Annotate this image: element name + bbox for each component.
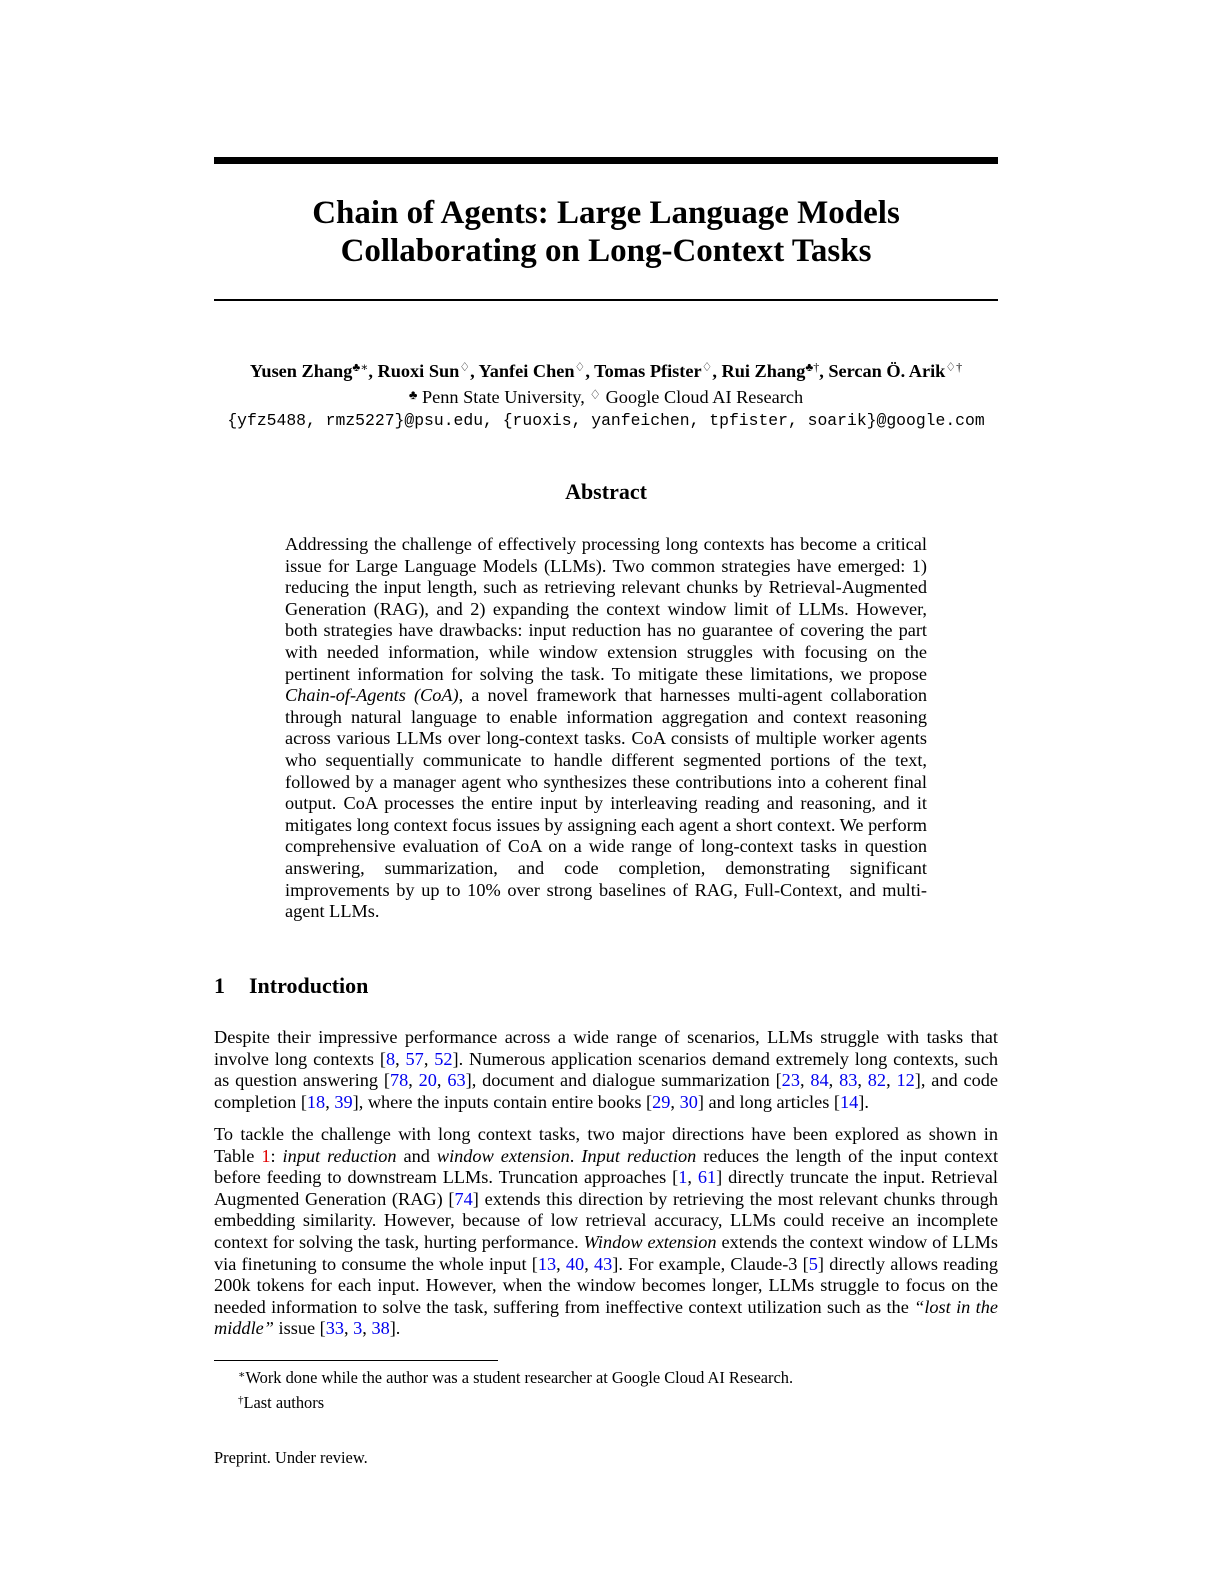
sep: , (362, 1318, 372, 1339)
sep: , (344, 1318, 354, 1339)
author-6-mark: ♢† (945, 360, 963, 374)
sep: , (556, 1253, 566, 1274)
intro-paragraph-1 (214, 1027, 998, 1113)
text: Despite their impressive performance across a wide range of scenarios, LLMs struggle with tasks that involve long contexts [ (214, 1027, 998, 1069)
text: : (270, 1145, 283, 1166)
title-line-2: Collaborating on Long-Context Tasks (340, 233, 872, 269)
title-bottom-rule (214, 299, 998, 301)
citation-link[interactable]: 63 (447, 1070, 466, 1091)
text: ], and code completion [ (214, 1070, 999, 1112)
abstract-heading: Abstract (565, 479, 647, 504)
text: extends the context window of LLMs via finetuning to consume the whole input [ (214, 1231, 998, 1274)
table-ref-link[interactable]: 1 (261, 1145, 271, 1166)
text: ], where the inputs contain entire books [ (352, 1091, 653, 1112)
emphasis: window extension (436, 1145, 570, 1166)
citation-link[interactable]: 23 (781, 1070, 800, 1091)
paper-title (214, 194, 998, 270)
intro-paragraph-2 (214, 1124, 998, 1340)
citation-link[interactable]: 12 (896, 1070, 915, 1091)
citation-link[interactable]: 39 (334, 1091, 353, 1112)
author-2: , Ruoxi Sun (368, 361, 460, 381)
author-6: , Sercan Ö. Arik (819, 361, 946, 381)
citation-link[interactable]: 33 (325, 1318, 345, 1339)
text: ]. For example, Claude-3 [ (612, 1253, 809, 1274)
citation-link[interactable]: 20 (418, 1070, 437, 1091)
footnote-rule (214, 1360, 498, 1361)
sep: , (828, 1070, 840, 1091)
title-line-1: Chain of Agents: Large Language Models (312, 195, 900, 231)
emphasis: input reduction (282, 1145, 397, 1166)
text: ] and long articles [ (697, 1091, 840, 1112)
sep: , (408, 1070, 419, 1091)
citation-link[interactable]: 82 (867, 1070, 887, 1091)
citation-link[interactable]: 5 (808, 1253, 818, 1274)
citation-link[interactable]: 29 (652, 1091, 671, 1112)
emphasis: Input reduction (581, 1145, 697, 1166)
sep: , (395, 1048, 406, 1069)
author-names (150, 355, 1062, 383)
footnote-2-text: Last authors (243, 1393, 325, 1412)
sep: , (670, 1091, 680, 1112)
abstract-coa-term: Chain-of-Agents (CoA) (285, 685, 459, 706)
text: ]. (389, 1318, 401, 1339)
citation-link[interactable]: 38 (371, 1318, 390, 1339)
text: ] directly truncate the input. Retrieval Augmented Generation (RAG) [ (214, 1167, 998, 1209)
citation-link[interactable]: 8 (385, 1048, 396, 1069)
author-5-mark: ♣† (805, 360, 820, 374)
citation-link[interactable]: 3 (353, 1318, 363, 1339)
abstract-text (285, 534, 927, 923)
citation-link[interactable]: 14 (839, 1091, 859, 1112)
footnote-1 (238, 1364, 793, 1389)
text: ] extends this direction by retrieving the most relevant chunks through embedding similarity. However, because of low retrieval accuracy, LLMs could receive an incomplete context for solving the task, hurting performance. (214, 1188, 999, 1252)
preprint-notice: Preprint. Under review. (214, 1448, 368, 1467)
section-number: 1 (214, 973, 225, 998)
sep: , (886, 1070, 897, 1091)
author-2-mark: ♢ (459, 360, 471, 374)
citation-link[interactable]: 84 (810, 1070, 829, 1091)
citation-link[interactable]: 30 (679, 1091, 698, 1112)
sep: , (423, 1048, 435, 1069)
author-emails[interactable]: {yfz5488, rmz5227}@psu.edu, {ruoxis, yanfeichen, tpfister, soarik}@google.com (227, 411, 985, 430)
author-block (150, 355, 1062, 433)
footnotes (238, 1364, 793, 1414)
author-3-mark: ♢ (574, 360, 586, 374)
sep: , (857, 1070, 868, 1091)
citation-link[interactable]: 40 (565, 1253, 585, 1274)
author-4: , Tomas Pfister (585, 361, 702, 381)
citation-link[interactable]: 57 (405, 1048, 424, 1069)
section-heading-introduction (214, 973, 368, 999)
citation-link[interactable]: 83 (839, 1070, 858, 1091)
author-1-mark: ♣∗ (352, 360, 369, 374)
abstract-part-1: Addressing the challenge of effectively processing long contexts has become a critical issue for Large Language Models (LLMs). Two common strategies have emerged: 1) reducing the input length, such as retrieving relevant chunks by Retrieval-Augmented Generation (RAG), and 2) expanding the context window limit of LLMs. However, both strategies have drawbacks: input reduction has no guarantee of covering the part with needed information, while window extension struggles with focusing on the pertinent information for solving the task. To mitigate these limitations, we propose (285, 534, 927, 684)
footnote-2-mark: † (238, 1394, 244, 1406)
citation-link[interactable]: 52 (434, 1048, 453, 1069)
abstract-part-2: , a novel framework that harnesses multi-agent collaboration through natural language to enable information aggregation and context reasoning across various LLMs over long-context tasks. CoA consists of multiple worker agents who sequentially communicate to handle different segmented portions of the text, followed by a manager agent who synthesizes these contributions into a coherent final output. CoA processes the entire input by interleaving reading and reasoning, and it mitigates long context focus issues by assigning each agent a short context. We perform comprehensive evaluation of CoA on a wide range of long-context tasks in question answering, summarization, and code completion, demonstrating significant improvements by up to 10% over strong baselines of RAG, Full-Context, and multi-agent LLMs. (285, 685, 927, 922)
sep: , (436, 1070, 448, 1091)
affil-2: Google Cloud AI Research (601, 387, 804, 407)
footnote-1-text: Work done while the author was a student researcher at Google Cloud AI Research. (245, 1368, 794, 1387)
text: ] directly allows reading 200k tokens for each input. However, when the window becomes longer, LLMs struggle to focus on the needed information to solve the task, suffering from ineffective context utilization such as the (214, 1253, 998, 1317)
emphasis: Window extension (583, 1231, 717, 1252)
text: issue [ (273, 1318, 326, 1339)
citation-link[interactable]: 43 (593, 1253, 613, 1274)
text: ], document and dialogue summarization [ (465, 1070, 782, 1091)
text: ]. Numerous application scenarios demand extremely long contexts, such as question answering [ (214, 1048, 998, 1091)
text: To tackle the challenge with long context tasks, two major directions have been explored as shown in Table (214, 1124, 998, 1166)
sep: , (584, 1253, 594, 1274)
author-3: , Yanfei Chen (470, 361, 575, 381)
sep: , (687, 1167, 698, 1188)
text: reduces the length of the input context before feeding to downstream LLMs. Truncation approaches [ (214, 1145, 999, 1188)
author-1: Yusen Zhang (249, 361, 353, 381)
footnote-2 (238, 1389, 793, 1414)
text: . (569, 1145, 582, 1166)
citation-link[interactable]: 61 (697, 1167, 717, 1188)
citation-link[interactable]: 78 (389, 1070, 409, 1091)
citation-link[interactable]: 13 (537, 1253, 557, 1274)
citation-link[interactable]: 1 (678, 1167, 688, 1188)
footnote-1-mark: ∗ (238, 1369, 246, 1381)
emphasis: “lost in the middle” (214, 1296, 998, 1339)
affiliations (150, 383, 1062, 409)
citation-link[interactable]: 18 (306, 1091, 326, 1112)
text: and (396, 1145, 437, 1166)
sep: , (799, 1070, 811, 1091)
title-top-rule (214, 157, 998, 164)
text: ]. (858, 1091, 869, 1112)
author-5: , Rui Zhang (712, 361, 806, 381)
section-title: Introduction (249, 973, 369, 998)
affil-1: Penn State University, (417, 387, 590, 407)
author-4-mark: ♢ (701, 360, 713, 374)
affil-1-mark: ♣ (408, 387, 418, 402)
citation-link[interactable]: 74 (454, 1188, 473, 1209)
affil-2-mark: ♢ (589, 387, 602, 402)
sep: , (325, 1091, 335, 1112)
